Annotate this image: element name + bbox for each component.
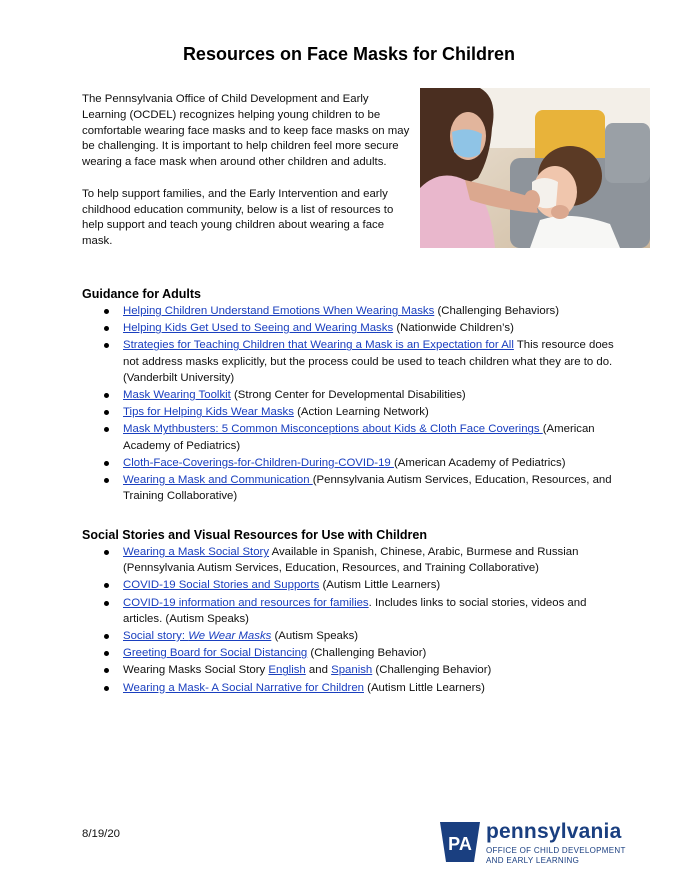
item-source: (Action Learning Network) <box>293 406 429 419</box>
logo-mark-text: PA <box>448 834 472 854</box>
list-item <box>104 662 624 678</box>
item-source: This resource does not address masks explicitly, but the process could be used to teach children what they are to do. (Vanderbilt University) <box>123 339 614 384</box>
list-item <box>104 680 624 696</box>
item-source: (Autism Little Learners) <box>364 681 485 694</box>
item-source: (American Academy of Pediatrics) <box>393 456 566 469</box>
item-source: (American Academy of Pediatrics) <box>123 423 595 452</box>
item-source: . Includes links to social stories, videos and articles. (Autism Speaks) <box>123 596 587 625</box>
link-covid-information-and-resources[interactable]: COVID-19 information and resources for families <box>123 596 369 609</box>
link-social-story-we-wear-masks[interactable] <box>123 630 271 642</box>
link-mask-wearing-toolkit[interactable]: Mask Wearing Toolkit <box>123 389 231 402</box>
photo-illustration <box>420 88 650 248</box>
list-item <box>104 303 624 319</box>
item-source: (Autism Little Learners) <box>319 579 441 592</box>
link-mask-mythbusters[interactable]: Mask Mythbusters: 5 Common Misconceptions about Kids & Cloth Face Coverings <box>123 423 543 436</box>
list-item <box>104 404 624 420</box>
item-source: (Autism Speaks) <box>271 630 359 643</box>
item-source: (Challenging Behaviors) <box>434 305 560 317</box>
item-connector: and <box>305 664 332 677</box>
link-wearing-a-mask-and-communication[interactable]: Wearing a Mask and Communication <box>123 474 313 487</box>
page-title: Resources on Face Masks for Children <box>182 44 516 64</box>
heading-social-stories: Social Stories and Visual Resources for Use with Children <box>82 528 428 542</box>
link-covid-social-stories-and-supports[interactable]: COVID-19 Social Stories and Supports <box>123 579 320 592</box>
document-date: 8/19/20 <box>82 828 121 840</box>
link-title-italic: We Wear Masks <box>188 630 272 643</box>
list-item <box>104 472 624 504</box>
intro-text <box>82 92 412 266</box>
item-source: (Pennsylvania Autism Services, Education, Resources, and Training Collaborative) <box>123 474 612 503</box>
intro-paragraph-2: To help support families, and the Early Intervention and early childhood education community, below is a list of resources to help support and teach young children about wearing a face mask. <box>82 187 394 248</box>
link-tips-for-helping-kids-wear-masks[interactable]: Tips for Helping Kids Wear Masks <box>123 406 294 419</box>
list-item <box>104 645 624 661</box>
item-source: (Strong Center for Developmental Disabilities) <box>230 389 466 402</box>
list-item <box>104 337 624 386</box>
list-item <box>104 421 624 453</box>
link-wearing-a-mask-social-narrative[interactable]: Wearing a Mask- A Social Narrative for Children <box>123 681 364 694</box>
link-helping-children-understand-emotions[interactable]: Helping Children Understand Emotions When Wearing Masks <box>123 305 435 317</box>
logo-subtitle <box>486 846 626 865</box>
pennsylvania-ocdel-logo <box>438 820 638 870</box>
pa-keystone-icon <box>438 820 482 864</box>
heading-guidance-for-adults: Guidance for Adults <box>82 287 201 301</box>
list-item <box>104 628 624 644</box>
list-item <box>104 577 624 593</box>
link-helping-kids-get-used-to-masks[interactable]: Helping Kids Get Used to Seeing and Wearing Masks <box>123 322 394 335</box>
link-wearing-a-mask-social-story[interactable]: Wearing a Mask Social Story <box>123 546 270 558</box>
list-item <box>104 595 624 627</box>
list-item <box>104 544 624 576</box>
adults-resource-list <box>104 303 624 505</box>
logo-subtitle-line-1: OFFICE OF CHILD DEVELOPMENT <box>486 846 626 855</box>
list-item <box>104 455 624 471</box>
item-source: (Challenging Behavior) <box>372 664 492 677</box>
link-prefix: Social story: <box>123 630 189 643</box>
list-item <box>104 387 624 403</box>
link-social-story-english[interactable]: English <box>268 664 306 677</box>
list-item <box>104 320 624 336</box>
logo-subtitle-line-2: AND EARLY LEARNING <box>486 855 580 865</box>
link-strategies-for-teaching-children[interactable]: Strategies for Teaching Children that Wearing a Mask is an Expectation for All <box>123 339 514 352</box>
children-resource-list <box>104 544 624 697</box>
link-cloth-face-coverings[interactable]: Cloth-Face-Coverings-for-Children-During-COVID-19 <box>123 456 394 469</box>
item-source: (Nationwide Children’s) <box>393 322 514 335</box>
logo-wordmark: pennsylvania <box>486 820 622 843</box>
link-greeting-board-social-distancing[interactable]: Greeting Board for Social Distancing <box>123 647 308 660</box>
photo-adult-putting-mask-on-child <box>420 88 650 248</box>
item-prefix: Wearing Masks Social Story <box>123 664 269 677</box>
item-source: Available in Spanish, Chinese, Arabic, Burmese and Russian (Pennsylvania Autism Services, Education, Resources, and Training Collaborative) <box>123 546 579 575</box>
link-social-story-spanish[interactable]: Spanish <box>331 664 373 677</box>
item-source: (Challenging Behavior) <box>307 647 427 660</box>
intro-paragraph-1: The Pennsylvania Office of Child Development and Early Learning (OCDEL) recognizes helping young children to be comfortable wearing face masks and to keep face masks on may be challenging. It is important to help children feel more secure wearing a face mask when around other children and adults. <box>82 93 410 169</box>
